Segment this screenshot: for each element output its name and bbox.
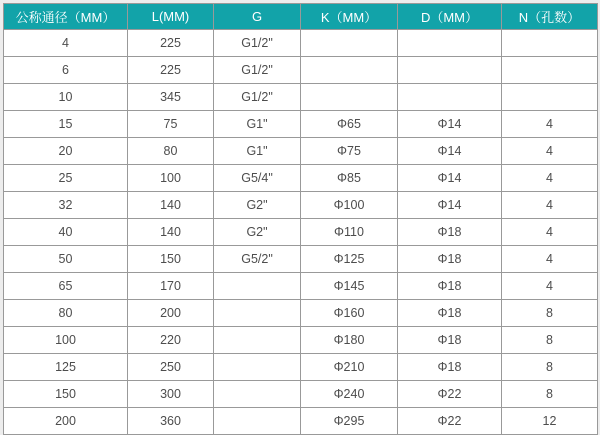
table-cell: 140 [128, 219, 214, 246]
table-cell: 100 [128, 165, 214, 192]
table-cell: Φ75 [301, 138, 398, 165]
table-cell: G5/4" [214, 165, 301, 192]
table-cell [214, 381, 301, 408]
table-cell: 345 [128, 84, 214, 111]
table-cell: 8 [502, 354, 598, 381]
table-cell: 225 [128, 57, 214, 84]
table-cell [398, 57, 502, 84]
table-row [4, 327, 598, 354]
table-cell: 4 [502, 192, 598, 219]
table-cell: Φ18 [398, 300, 502, 327]
table-cell: 4 [502, 219, 598, 246]
table-body [4, 30, 598, 435]
table-cell: 25 [4, 165, 128, 192]
table-cell: 8 [502, 300, 598, 327]
table-cell: 75 [128, 111, 214, 138]
table-cell [301, 30, 398, 57]
table-cell: 170 [128, 273, 214, 300]
table-row [4, 408, 598, 435]
table-cell: 4 [502, 111, 598, 138]
table-cell: 6 [4, 57, 128, 84]
table-cell: Φ110 [301, 219, 398, 246]
table-cell: 8 [502, 327, 598, 354]
table-cell: G1" [214, 138, 301, 165]
table-cell: 4 [502, 273, 598, 300]
table-row [4, 84, 598, 111]
table-cell: G1/2" [214, 57, 301, 84]
table-cell: 4 [502, 138, 598, 165]
table-header [4, 4, 598, 30]
table-row [4, 138, 598, 165]
table-row [4, 273, 598, 300]
table-cell: 150 [4, 381, 128, 408]
table-cell: G1" [214, 111, 301, 138]
table-cell: Φ18 [398, 246, 502, 273]
table-row [4, 381, 598, 408]
table-row [4, 300, 598, 327]
table-cell: 125 [4, 354, 128, 381]
column-header: D（MM） [398, 4, 502, 30]
column-header: L(MM) [128, 4, 214, 30]
table-row [4, 30, 598, 57]
table-cell: Φ14 [398, 192, 502, 219]
table-cell [214, 354, 301, 381]
table-cell: Φ18 [398, 219, 502, 246]
table-cell: Φ295 [301, 408, 398, 435]
header-row [4, 4, 598, 30]
table-cell: Φ145 [301, 273, 398, 300]
table-row [4, 57, 598, 84]
table-cell: Φ85 [301, 165, 398, 192]
table-cell: 12 [502, 408, 598, 435]
table-row [4, 246, 598, 273]
column-header: N（孔数） [502, 4, 598, 30]
table-cell [502, 57, 598, 84]
table-row [4, 354, 598, 381]
table-cell: G5/2" [214, 246, 301, 273]
table-cell: Φ125 [301, 246, 398, 273]
table-cell [214, 408, 301, 435]
table-cell: 200 [128, 300, 214, 327]
table-cell [398, 30, 502, 57]
table-cell: G1/2" [214, 30, 301, 57]
table-cell [214, 273, 301, 300]
table-cell: 32 [4, 192, 128, 219]
table-cell [214, 300, 301, 327]
table-row [4, 111, 598, 138]
table-cell: Φ18 [398, 327, 502, 354]
table-cell: Φ160 [301, 300, 398, 327]
table-cell: Φ210 [301, 354, 398, 381]
table-cell [502, 84, 598, 111]
table-cell [301, 57, 398, 84]
table-cell: Φ18 [398, 354, 502, 381]
table-row [4, 192, 598, 219]
table-cell: 4 [4, 30, 128, 57]
column-header: K（MM） [301, 4, 398, 30]
table-cell: Φ14 [398, 165, 502, 192]
table-cell: 100 [4, 327, 128, 354]
table-cell: 20 [4, 138, 128, 165]
table-cell: Φ22 [398, 408, 502, 435]
table-cell: G2" [214, 192, 301, 219]
table-cell: 200 [4, 408, 128, 435]
table-cell: 220 [128, 327, 214, 354]
table-cell: 15 [4, 111, 128, 138]
table-cell: 140 [128, 192, 214, 219]
table-cell: 300 [128, 381, 214, 408]
table-cell: Φ18 [398, 273, 502, 300]
table-row [4, 219, 598, 246]
table-cell: 80 [128, 138, 214, 165]
table-row [4, 165, 598, 192]
table-cell: 150 [128, 246, 214, 273]
table-cell: G1/2" [214, 84, 301, 111]
table-cell: 225 [128, 30, 214, 57]
table-cell: Φ22 [398, 381, 502, 408]
table-cell: 10 [4, 84, 128, 111]
table-cell: 80 [4, 300, 128, 327]
table-cell [502, 30, 598, 57]
table-cell: 65 [4, 273, 128, 300]
table-cell: 250 [128, 354, 214, 381]
table-cell: Φ14 [398, 138, 502, 165]
table-cell: Φ100 [301, 192, 398, 219]
table-cell [398, 84, 502, 111]
table-cell: 4 [502, 246, 598, 273]
table-cell: 360 [128, 408, 214, 435]
table-cell: G2" [214, 219, 301, 246]
column-header: G [214, 4, 301, 30]
table-cell: 4 [502, 165, 598, 192]
table-cell: 40 [4, 219, 128, 246]
table-cell: Φ65 [301, 111, 398, 138]
table-cell: Φ180 [301, 327, 398, 354]
table-cell [214, 327, 301, 354]
table-cell: Φ240 [301, 381, 398, 408]
column-header: 公称通径（MM） [4, 4, 128, 30]
table-cell: Φ14 [398, 111, 502, 138]
table-cell: 50 [4, 246, 128, 273]
spec-table [3, 3, 598, 435]
table-cell: 8 [502, 381, 598, 408]
table-cell [301, 84, 398, 111]
